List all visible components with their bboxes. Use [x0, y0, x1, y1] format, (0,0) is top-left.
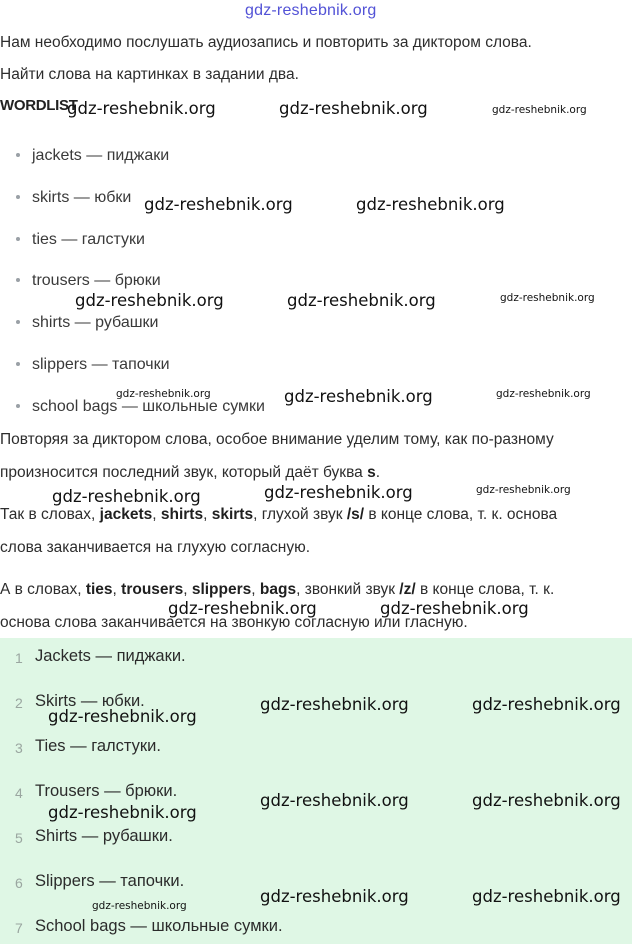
- watermark: gdz-reshebnik.org: [279, 99, 428, 118]
- answer-number: 1: [15, 650, 23, 666]
- answer-number: 6: [15, 875, 23, 891]
- explanation-p1-line2: произносится последний звук, который даёт буква s.: [0, 464, 381, 481]
- wordlist-item: trousers — брюки: [16, 272, 161, 290]
- bullet-icon: [16, 278, 20, 282]
- watermark: gdz-reshebnik.org: [92, 900, 187, 912]
- answer-number: 5: [15, 830, 23, 846]
- answer-number: 3: [15, 740, 23, 756]
- bullet-icon: [16, 362, 20, 366]
- site-link[interactable]: gdz-reshebnik.org: [245, 2, 377, 19]
- wordlist-item: slippers — тапочки: [16, 356, 170, 374]
- bullet-icon: [16, 404, 20, 408]
- bullet-icon: [16, 320, 20, 324]
- watermark: gdz-reshebnik.org: [67, 99, 216, 118]
- watermark: gdz-reshebnik.org: [472, 887, 621, 906]
- watermark: gdz-reshebnik.org: [144, 195, 293, 214]
- wordlist-title: WORDLIST: [0, 97, 78, 114]
- watermark: gdz-reshebnik.org: [52, 487, 201, 506]
- watermark: gdz-reshebnik.org: [380, 599, 529, 618]
- bullet-icon: [16, 237, 20, 241]
- wordlist-item: skirts — юбки: [16, 189, 131, 207]
- explanation-p2-line1: Так в словах, jackets, shirts, skirts, глухой звук /s/ в конце слова, т. к. основа: [0, 506, 558, 523]
- wordlist-item: school bags — школьные сумки: [16, 398, 265, 416]
- watermark: gdz-reshebnik.org: [476, 484, 571, 496]
- watermark: gdz-reshebnik.org: [472, 791, 621, 810]
- answer-text: Ties — галстуки.: [35, 737, 161, 755]
- watermark: gdz-reshebnik.org: [168, 599, 317, 618]
- answer-number: 2: [15, 695, 23, 711]
- watermark: gdz-reshebnik.org: [472, 695, 621, 714]
- answer-number: 7: [15, 920, 23, 936]
- intro-line-1: Нам необходимо послушать аудиозапись и повторить за диктором слова.: [0, 34, 532, 51]
- watermark: gdz-reshebnik.org: [287, 291, 436, 310]
- bullet-icon: [16, 195, 20, 199]
- answer-number: 4: [15, 785, 23, 801]
- watermark: gdz-reshebnik.org: [264, 483, 413, 502]
- watermark: gdz-reshebnik.org: [356, 195, 505, 214]
- watermark: gdz-reshebnik.org: [75, 291, 224, 310]
- watermark: gdz-reshebnik.org: [284, 387, 433, 406]
- watermark: gdz-reshebnik.org: [496, 388, 591, 400]
- watermark: gdz-reshebnik.org: [260, 695, 409, 714]
- answer-text: Shirts — рубашки.: [35, 827, 173, 845]
- wordlist-item: shirts — рубашки: [16, 314, 158, 332]
- explanation-p1-line1: Повторяя за диктором слова, особое внимание уделим тому, как по-разному: [0, 431, 554, 448]
- answer-text: Jackets — пиджаки.: [35, 647, 186, 665]
- watermark: gdz-reshebnik.org: [260, 791, 409, 810]
- wordlist-item: ties — галстуки: [16, 231, 145, 249]
- answer-text: Trousers — брюки.: [35, 782, 178, 800]
- watermark: gdz-reshebnik.org: [260, 887, 409, 906]
- watermark: gdz-reshebnik.org: [48, 707, 197, 726]
- explanation-p2-line2: слова заканчивается на глухую согласную.: [0, 539, 311, 556]
- answer-text: Slippers — тапочки.: [35, 872, 185, 890]
- answer-text: Skirts — юбки.: [35, 692, 145, 710]
- explanation-p3-line1: А в словах, ties, trousers, slippers, bags, звонкий звук /z/ в конце слова, т. к.: [0, 581, 555, 598]
- watermark: gdz-reshebnik.org: [48, 803, 197, 822]
- explanation-p3-line2: основа слова заканчивается на звонкую согласную или гласную.: [0, 614, 468, 631]
- intro-line-2: Найти слова на картинках в задании два.: [0, 66, 299, 83]
- bullet-icon: [16, 153, 20, 157]
- wordlist-item: jackets — пиджаки: [16, 147, 169, 165]
- watermark: gdz-reshebnik.org: [116, 388, 211, 400]
- answer-text: School bags — школьные сумки.: [35, 917, 283, 935]
- watermark: gdz-reshebnik.org: [500, 292, 595, 304]
- watermark: gdz-reshebnik.org: [492, 104, 587, 116]
